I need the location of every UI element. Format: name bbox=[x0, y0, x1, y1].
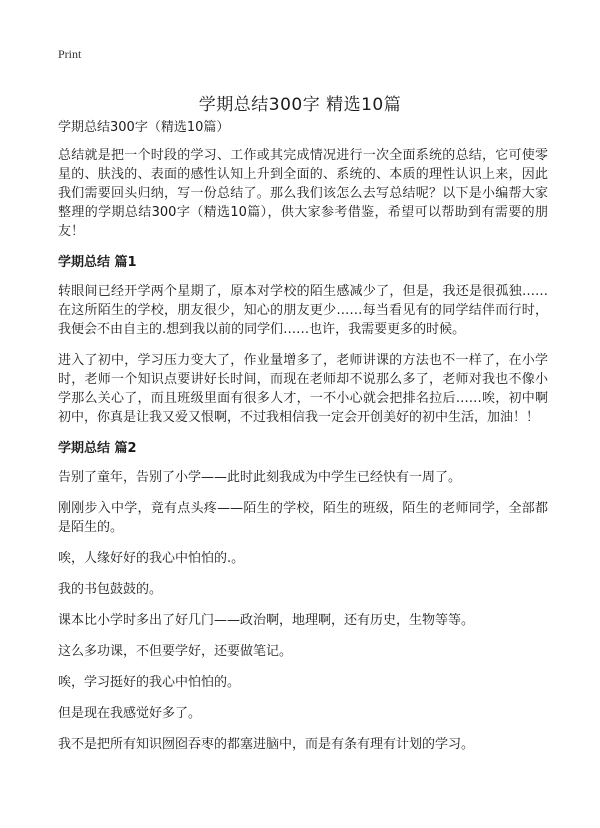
intro-paragraph: 总结就是把一个时段的学习、工作或其完成情况进行一次全面系统的总结，它可使零星的、肤浅的、表面的感性认知上升到全面的、系统的、本质的理性认识上来，因此我们需要回头归纳，写一份总结了。那么我们该怎么去写总结呢？以下是小编帮大家整理的学期总结300字（精选10篇），供大家参考借鉴，希望可以帮助到有需要的朋友！ bbox=[58, 148, 548, 239]
section-heading-1: 学期总结 篇1 bbox=[58, 255, 137, 270]
article-subtitle: 学期总结300字（精选10篇） bbox=[58, 120, 230, 135]
paragraph: 我的书包鼓鼓的。 bbox=[58, 582, 163, 597]
paragraph: 唉，学习挺好的我心中怕怕的。 bbox=[58, 675, 241, 690]
paragraph: 但是现在我感觉好多了。 bbox=[58, 706, 202, 721]
paragraph: 课本比小学时多出了好几门——政治啊，地理啊，还有历史，生物等等。 bbox=[58, 613, 475, 628]
article-body bbox=[58, 118, 548, 766]
paragraph: 进入了初中，学习压力变大了，作业量增多了，老师讲课的方法也不一样了，在小学时，老师一个知识点要讲好长时间，而现在老师却不说那么多了，老师对我也不像小学那么关心了，而且班级里面有很多人才，一不小心就会把排名拉后……唉，初中啊初中，你真是让我又爱又恨啊，不过我相信我一定会开创美好的初中生活，加油！！ bbox=[58, 353, 548, 425]
paragraph: 唉，人缘好好的我心中怕怕的.。 bbox=[58, 551, 245, 566]
section-heading-2: 学期总结 篇2 bbox=[58, 441, 137, 456]
page-title: 学期总结300字 精选10篇 bbox=[198, 95, 402, 116]
paragraph: 告别了童年，告别了小学——此时此刻我成为中学生已经快有一周了。 bbox=[58, 470, 462, 485]
paragraph: 刚刚步入中学，竟有点头疼——陌生的学校，陌生的班级，陌生的老师同学，全部都是陌生的。 bbox=[58, 501, 548, 535]
paragraph: 转眼间已经开学两个星期了，原本对学校的陌生感减少了，但是，我还是很孤独……在这所陌生的学校，朋友很少，知心的朋友更少……每当看见有的同学结伴而行时，我便会不由自主的.想到我以前的同学们……也许，我需要更多的时候。 bbox=[58, 284, 548, 337]
paragraph: 这么多功课，不但要学好，还要做笔记。 bbox=[58, 644, 293, 659]
print-link[interactable]: Print bbox=[58, 47, 82, 61]
paragraph: 我不是把所有知识囫囵吞枣的都塞进脑中，而是有条有理有计划的学习。 bbox=[58, 737, 475, 752]
